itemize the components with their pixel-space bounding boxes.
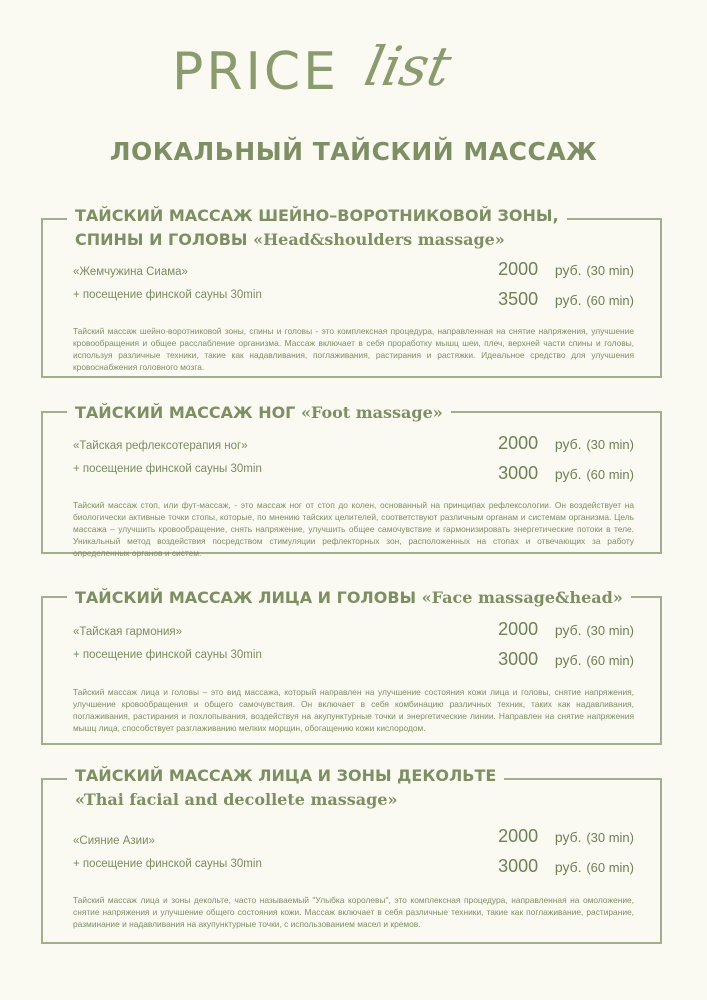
section-title-en: «Head&shoulders massage» [253, 230, 505, 249]
price-amount: 2000 [498, 826, 539, 846]
price-row [498, 429, 634, 459]
price-currency: руб. [554, 859, 582, 875]
section-title-line1: ТАЙСКИЙ МАССАЖ ШЕЙНО–ВОРОТНИКОВОЙ ЗОНЫ, [75, 206, 559, 225]
list-script-word: list [359, 35, 457, 98]
price-currency: руб. [554, 466, 582, 482]
program-name: «Тайская гармония» [73, 626, 183, 638]
program-info [73, 833, 262, 872]
program-info [73, 624, 262, 663]
section-description: Тайский массаж лица и головы – это вид массажа, который направлен на улучшение состояния кожи лица и головы, снятие напряжения, улучшение кровообращения и общего самочувствия. Он включает в себя комбинацию различных техник, таких как надавливания, поглаживания, растирания и похлопывания, воздействуя на акупунктурные точки и энергетические линии. Направлен на снятие напряжения мышц лица, способствует разглаживанию мелких морщин, обогащению кожи кислородом. [73, 687, 634, 734]
price-list [498, 615, 634, 675]
section-title-ru: ТАЙСКИЙ МАССАЖ ЛИЦА И ГОЛОВЫ [75, 588, 422, 607]
program-name: «Сияние Азии» [73, 835, 155, 847]
section-title-ru: ТАЙСКИЙ МАССАЖ НОГ [75, 403, 301, 422]
section-title-line1: ТАЙСКИЙ МАССАЖ ЛИЦА И ЗОНЫ ДЕКОЛЬТЕ [75, 766, 497, 785]
price-currency: руб. [554, 622, 582, 638]
price-currency: руб. [554, 829, 582, 845]
price-duration: (30 min) [586, 437, 634, 452]
section-description: Тайский массаж лица и зоны декольте, часто называемый "Улыбка королевы", это комплексная процедура, направленная на омоложение, снятие напряжения и улучшение общего состояния кожи. Массаж включает в себя различные техники, такие как поглаживание, растирание, разминание и надавливания на акупунктурные точки, с использованием масел и кремов. [73, 895, 634, 930]
main-title: ЛОКАЛЬНЫЙ ТАЙСКИЙ МАССАЖ [109, 137, 598, 166]
price-row [498, 255, 634, 285]
price-duration: (30 min) [586, 830, 634, 845]
price-duration: (60 min) [586, 653, 634, 668]
price-amount: 3000 [498, 463, 539, 483]
price-word: PRICE [172, 42, 339, 102]
sauna-addon: + посещение финской сауны 30min [73, 463, 262, 475]
price-row [498, 852, 634, 882]
price-row [498, 615, 634, 645]
program-name: «Тайская рефлексотерапия ног» [73, 440, 248, 452]
price-currency: руб. [554, 262, 582, 278]
price-list [498, 822, 634, 882]
section-description: Тайский массаж стоп, или фут-массаж, - это массаж ног от стоп до колен, основанный на принципах рефлексологии. Он воздействует на биологически активные точки стопы, которые, по мнению тайских целителей, соответствуют различным органам и системам организма. Цель массажа – улучшить кровообращение, снять напряжение, улучшить общее самочувствие и гармонизировать энергетические потоки в теле. Уникальный метод воздействия посредством стимуляции рефлекторных зон, расположенных на стопах и отвечающих за работу определенных органов и систем. [73, 500, 634, 559]
section-title [67, 401, 451, 425]
section-face-head [41, 588, 662, 745]
price-duration: (60 min) [586, 860, 634, 875]
price-duration: (30 min) [586, 623, 634, 638]
section-title-en: «Foot massage» [300, 403, 443, 422]
section-title-en: «Face massage&head» [421, 588, 623, 607]
section-description: Тайский массаж шейно-воротниковой зоны, спины и головы - это комплексная процедура, направленная на снятие напряжения, улучшение кровообращения и общее расслабление организма. Массаж включает в себя проработку мышц шеи, плеч, верхней части спины и головы, используя различные техники, такие как надавливания, поглаживания, растирания и растяжки. Идеальное средство для улучшения кровоснабжения головного мозга. [73, 326, 634, 373]
program-info [73, 264, 262, 303]
section-title [67, 586, 631, 610]
section-title-line2 [75, 228, 559, 252]
section-title-en: «Thai facial and decollete massage» [75, 790, 398, 809]
price-row [498, 645, 634, 675]
price-currency: руб. [554, 436, 582, 452]
price-duration: (30 min) [586, 263, 634, 278]
price-duration: (60 min) [586, 293, 634, 308]
program-name: «Жемчужина Сиама» [73, 266, 188, 278]
price-amount: 3500 [498, 289, 539, 309]
price-currency: руб. [554, 652, 582, 668]
price-row [498, 822, 634, 852]
section-head-shoulders [41, 206, 662, 378]
price-amount: 3000 [498, 649, 539, 669]
price-list-header [0, 28, 707, 123]
price-amount: 2000 [498, 433, 539, 453]
section-title [67, 204, 567, 252]
sauna-addon: + посещение финской сауны 30min [73, 858, 262, 870]
price-duration: (60 min) [586, 467, 634, 482]
section-title-ru: СПИНЫ И ГОЛОВЫ [75, 230, 254, 249]
price-amount: 3000 [498, 856, 539, 876]
price-currency: руб. [554, 292, 582, 308]
price-row [498, 459, 634, 489]
price-amount: 2000 [498, 259, 539, 279]
sauna-addon: + посещение финской сауны 30min [73, 649, 262, 661]
section-face-decollete [41, 766, 662, 944]
price-list [498, 429, 634, 489]
price-list [498, 255, 634, 315]
price-amount: 2000 [498, 619, 539, 639]
section-foot-massage [41, 403, 662, 559]
section-title [67, 764, 504, 812]
sauna-addon: + посещение финской сауны 30min [73, 289, 262, 301]
price-row [498, 285, 634, 315]
program-info [73, 438, 262, 477]
